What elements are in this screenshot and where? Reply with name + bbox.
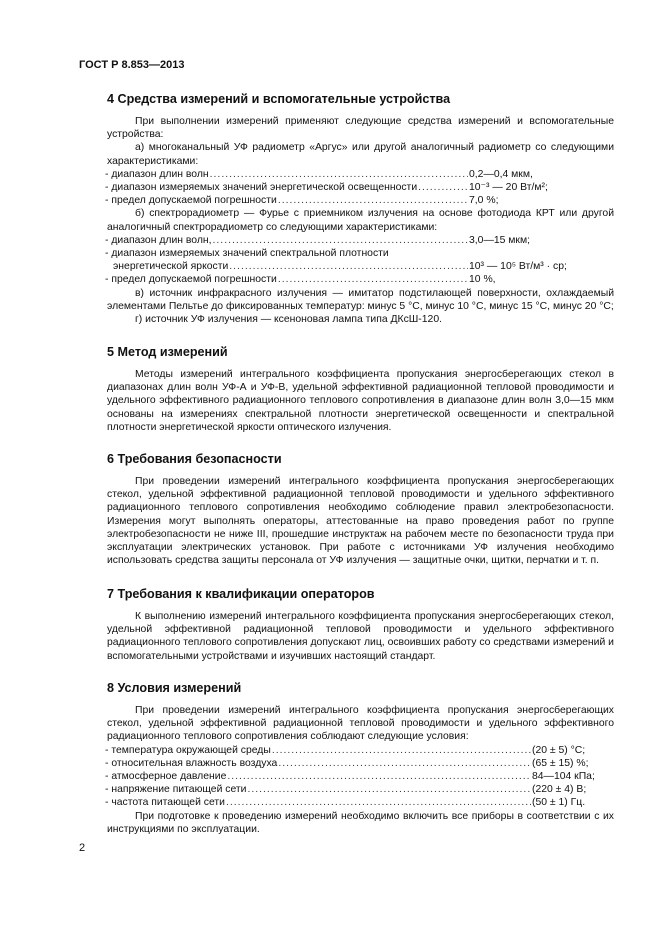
condition-line: - относительная влажность воздуха ..... (65 ± 15) %; bbox=[79, 757, 614, 770]
condition-line: - напряжение питающей сети ..... (220 ± 4) В; bbox=[79, 783, 614, 796]
spec-line: энергетической яркости ..... 10³ — 10⁵ Вт/м³ · ср; bbox=[79, 260, 614, 273]
condition-line: - атмосферное давление ..... 84—104 кПа; bbox=[79, 770, 614, 783]
item-a: а) многоканальный УФ радиометр «Аргус» или другой аналогичный радиометр со следующими характеристиками: bbox=[107, 142, 614, 167]
spec-line: - предел допускаемой погрешности ..... 7,0 %; bbox=[79, 194, 614, 207]
section-8-title: 8 Условия измерений bbox=[107, 681, 242, 695]
section-7-title: 7 Требования к квалификации операторов bbox=[107, 587, 375, 601]
spec-line-label: - диапазон измеряемых значений спектральной плотности bbox=[105, 248, 389, 260]
section-6 bbox=[79, 452, 614, 567]
section-7 bbox=[79, 587, 614, 663]
section-6-title: 6 Требования безопасности bbox=[107, 452, 282, 466]
spec-line: - диапазон длин волн ..... 0,2—0,4 мкм, bbox=[79, 168, 614, 181]
item-b: б) спектрорадиометр — Фурье с приемником излучения на основе фотодиода КРТ или другой аналогичный спектрорадиометр со следующими характеристиками: bbox=[107, 208, 614, 233]
section-5-text: Методы измерений интегрального коэффициента пропускания энергосберегающих стекол в диапазонах длин волн УФ-А и УФ-В, удельной эффективной радиационной тепловой проводимости и удельного эффективного радиационного теплового сопротивления в диапазоне длин волн 3,0—15 мкм основаны на измерениях спектральной плотности энергетической освещенности и спектральной плотности энергетической яркости оптического излучения. bbox=[107, 369, 614, 433]
condition-line: - частота питающей сети ..... (50 ± 1) Гц. bbox=[79, 796, 614, 809]
item-g: г) источник УФ излучения — ксеноновая лампа типа ДКсШ-120. bbox=[135, 314, 442, 326]
condition-line: - температура окружающей среды ..... (20 ± 5) °С; bbox=[79, 744, 614, 757]
section-5-title: 5 Метод измерений bbox=[107, 345, 228, 359]
section-4-title: 4 Средства измерений и вспомогательные устройства bbox=[107, 92, 451, 106]
section-4 bbox=[79, 92, 614, 326]
section-7-text: К выполнению измерений интегрального коэффициента пропускания энергосберегающих стекол, удельной эффективной радиационной тепловой проводимости и удельного эффективного радиационного теплового сопротивления допускают лиц, освоивших работу со средствами измерений и вспомогательными устройствами и изучивших настоящий стандарт. bbox=[107, 611, 614, 662]
section-8 bbox=[79, 681, 614, 836]
document-header: ГОСТ Р 8.853—2013 bbox=[79, 59, 185, 71]
item-v: в) источник инфракрасного излучения — имитатор подстилающей поверхности, охлаждаемый элементами Пельтье до фиксированных температур: минус 5 °С, минус 10 °С, минус 15 °С, минус 20 °С; bbox=[107, 287, 614, 312]
section-8-intro: При проведении измерений интегрального коэффициента пропускания энергосберегающих стекол, удельной эффективной радиационной тепловой проводимости и удельного эффективного радиационного теплового сопротивления соблюдают следующие условия: bbox=[107, 705, 614, 743]
page-number: 2 bbox=[79, 842, 86, 854]
section-5 bbox=[79, 345, 614, 434]
section-6-text: При проведении измерений интегрального коэффициента пропускания энергосберегающих стекол, удельной эффективной радиационной тепловой проводимости и удельного эффективного радиационного теплового сопротивления необходимо соблюдение правил электробезопасности. Измерения могут выполнять операторы, аттестованные на право проведения работ по группе электробезопасности не ниже III, прошедшие инструктаж на рабочем месте по безопасности труда при эксплуатации электрических установок. При работе с источниками УФ излучения необходимо использовать средства защиты персонала от УФ излучения — защитные очки, щитки, перчатки и т. п. bbox=[107, 476, 614, 567]
section-8-outro: При подготовке к проведению измерений необходимо включить все приборы в соответствии с их инструкциями по эксплуатации. bbox=[107, 810, 614, 835]
spec-line: - предел допускаемой погрешности ..... 10 %, bbox=[79, 273, 614, 286]
section-4-intro: При выполнении измерений применяют следующие средства измерений и вспомогательные устройства: bbox=[107, 116, 614, 141]
spec-line: - диапазон длин волн, ..... 3,0—15 мкм; bbox=[79, 234, 614, 247]
spec-line: - диапазон измеряемых значений энергетической освещенности ..... 10⁻³ — 20 Вт/м²; bbox=[79, 181, 614, 194]
